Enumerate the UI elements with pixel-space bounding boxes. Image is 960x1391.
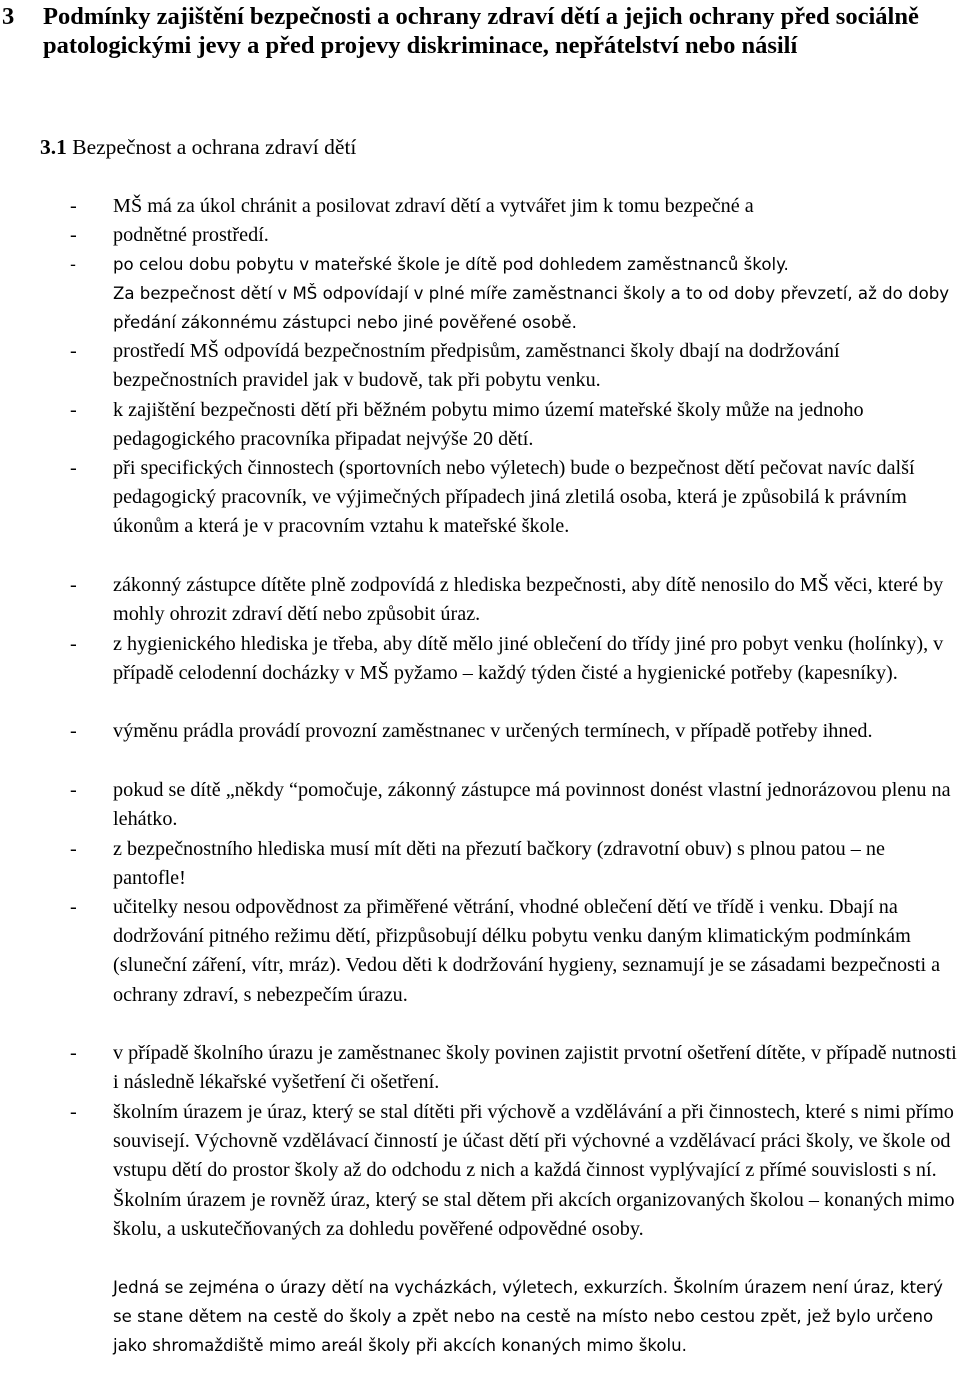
list-item <box>0 396 958 454</box>
list-item-text: po celou dobu pobytu v mateřské škole je dítě pod dohledem zaměstnanců školy. <box>113 255 789 274</box>
list-item-text: učitelky nesou odpovědnost za přiměřené větrání, vhodné oblečení dětí ve třídě i venku. Dbají na dodržování pitného režimu dětí, přizpůsobují délku pobytu venku daným klimatickým podmínkám (sluneční záření, vítr, mráz). Vedou děti k dodržování hygieny, seznamují je se zásadami bezpečnosti a ochrany zdraví, s nebezpečím úrazu. <box>113 896 941 1006</box>
list-item <box>0 630 958 688</box>
list-item <box>0 776 958 834</box>
list-item-text: podnětné prostředí. <box>113 224 269 246</box>
paragraph-text: Za bezpečnost dětí v MŠ odpovídají v plné míře zaměstnanci školy a to od doby převzetí, až do doby předání zákonnému zástupci nebo jiné pověřené osobě. <box>113 284 950 333</box>
list-item-text: k zajištění bezpečnosti dětí při běžném pobytu mimo území mateřské školy může na jednoho pedagogického pracovníka připadat nejvýše 20 dětí. <box>113 399 864 451</box>
list-item-text: MŠ má za úkol chránit a posilovat zdraví dětí a vytvářet jim k tomu bezpečné a <box>113 195 754 217</box>
list-item <box>0 571 958 629</box>
list-item <box>0 454 958 542</box>
list-item <box>0 192 958 221</box>
list-item-text: prostředí MŠ odpovídá bezpečnostním předpisům, zaměstnanci školy dbají na dodržování bezpečnostních pravidel jak v budově, tak při pobytu venku. <box>113 340 840 392</box>
list-item <box>0 250 958 279</box>
list-item-text: pokud se dítě „někdy “pomočuje, zákonný zástupce má povinnost donést vlastní jednorázovou plenu na lehátko. <box>113 779 951 831</box>
section-heading <box>0 0 955 60</box>
subsection-title: Bezpečnost a ochrana zdraví dětí <box>72 135 357 159</box>
section-number: 3 <box>2 3 15 30</box>
list-dash: - <box>70 779 77 801</box>
list-item <box>0 717 958 746</box>
list-item <box>0 1039 958 1097</box>
paragraph-text: Jedná se zejména o úrazy dětí na vycházkách, výletech, exkurzích. Školním úrazem není úraz, který se stane dětem na cestě do školy a zpět nebo na cestě na místo nebo cestou zpět, jež bylo určeno jako shromaždiště mimo areál školy při akcích konaných mimo školu. <box>113 1278 943 1356</box>
list-item-text: při specifických činnostech (sportovních nebo výletech) bude o bezpečnost dětí pečovat navíc další pedagogický pracovník, ve výjimečných případech jiná zletilá osoba, která je způsobilá k právním úkonům a která je v pracovním vztahu k mateřské škole. <box>113 457 915 538</box>
list-dash: - <box>70 457 77 479</box>
list-item-text: výměnu prádla provádí provozní zaměstnanec v určených termínech, v případě potřeby ihned. <box>113 720 873 742</box>
list-dash: - <box>70 720 77 742</box>
list-dash: - <box>70 633 77 655</box>
list-item-text: zákonný zástupce dítěte plně zodpovídá z hlediska bezpečnosti, aby dítě nenosilo do MŠ věci, které by mohly ohrozit zdraví dětí nebo způsobit úraz. <box>113 574 944 626</box>
subsection-heading <box>40 133 356 162</box>
list-dash: - <box>70 838 77 860</box>
list-item <box>0 893 958 1010</box>
list-item-text: v případě školního úrazu je zaměstnanec školy povinen zajistit prvotní ošetření dítěte, v případě nutnosti i následně lékařské vyšetření či ošetření. <box>113 1042 957 1094</box>
list-dash: - <box>70 399 77 421</box>
list-item <box>0 337 958 395</box>
paragraph <box>0 279 958 337</box>
list-item <box>0 835 958 893</box>
section-title: Podmínky zajištění bezpečnosti a ochrany zdraví dětí a jejich ochrany před sociálně patologickými jevy a před projevy diskriminace, nepřátelství nebo násilí <box>43 3 919 59</box>
list-item-text: z bezpečnostního hlediska musí mít děti na přezutí bačkory (zdravotní obuv) s plnou patou – ne pantofle! <box>113 838 885 890</box>
list-dash: - <box>70 1042 77 1064</box>
list-dash: - <box>70 1101 77 1123</box>
list-item <box>0 221 958 250</box>
paragraph <box>0 1273 958 1361</box>
subsection-number: 3.1 <box>40 135 67 159</box>
list-dash: - <box>70 574 77 596</box>
list-dash: - <box>70 195 77 217</box>
list-item-text: z hygienického hlediska je třeba, aby dítě mělo jiné oblečení do třídy jiné pro pobyt venku (holínky), v případě celodenní docházky v MŠ pyžamo – každý týden čisté a hygienické potřeby (kapesníky). <box>113 633 944 685</box>
list-dash: - <box>70 340 77 362</box>
list-dash: - <box>70 224 77 246</box>
list-dash: - <box>70 896 77 918</box>
list-dash: - <box>70 255 76 274</box>
list-item-text: školním úrazem je úraz, který se stal dítěti při výchově a vzdělávání a při činnostech, které s nimi přímo souvisejí. Výchovně vzdělávací činností je účast dětí při výchovné a vzdělávací práci školy, ve škole od vstupu dětí do prostor školy až do odchodu z nich a každá činnost vyplývající z přímé souvislosti s ní. Školním úrazem je rovněž úraz, který se stal dětem při akcích organizovaných školou – konaných mimo školu, a uskutečňovaných za dohledu pověřené odpovědné osoby. <box>113 1101 955 1240</box>
list-item <box>0 1098 958 1244</box>
